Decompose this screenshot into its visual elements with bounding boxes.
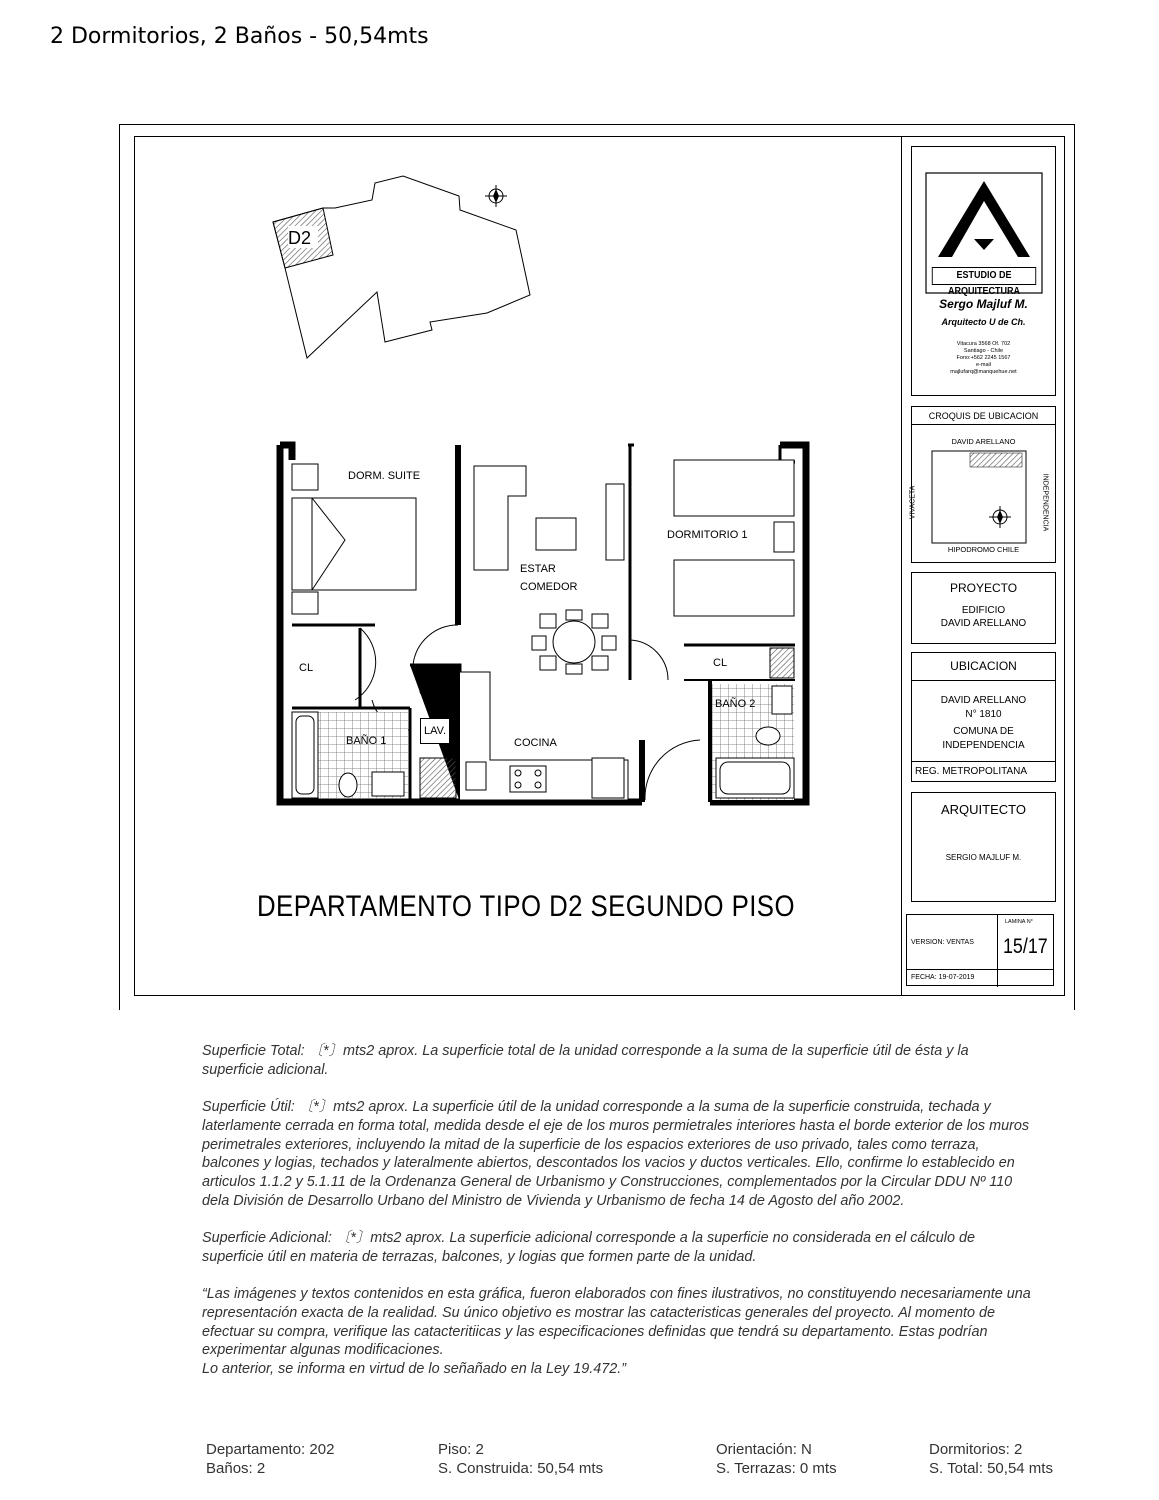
room-label-closet-suite: CL <box>299 662 314 674</box>
footer-dormitorios: Dormitorios: 2 <box>929 1441 1023 1458</box>
footer-orientacion: Orientación: N <box>716 1441 812 1458</box>
north-arrow-icon <box>485 185 507 207</box>
note-superficie-total: Superficie Total: 〔*〕mts2 aprox. La superficie total de la unidad corresponde a la suma de la superficie útil de ésta y la superficie adicional. <box>202 1043 969 1078</box>
footer-banos: Baños: 2 <box>206 1460 266 1477</box>
location-sketch-title: CROQUIS DE UBICACION <box>912 407 1055 425</box>
footer-col-4 <box>929 1440 1053 1478</box>
site-key-plan <box>273 176 530 358</box>
footer-piso: Piso: 2 <box>438 1441 484 1458</box>
version-label: VERSION: VENTAS <box>911 939 974 946</box>
location-sketch-box <box>911 406 1056 563</box>
studio-name: ESTUDIO DE ARQUITECTURA <box>932 267 1036 285</box>
location-line-3: COMUNA DE <box>953 726 1014 737</box>
region-label: REG. METROPOLITANA <box>912 761 1055 782</box>
room-label-dorm-suite: DORM. SUITE <box>348 470 421 482</box>
project-box <box>911 572 1056 644</box>
room-label-dormitorio-1: DORMITORIO 1 <box>667 529 748 541</box>
location-box <box>911 652 1056 782</box>
street-top-label: DAVID ARELLANO <box>951 437 1016 446</box>
room-label-closet-dorm1: CL <box>713 657 728 669</box>
location-line-2: N° 1810 <box>965 709 1002 720</box>
footer-s-construida: S. Construida: 50,54 mts <box>438 1460 604 1477</box>
project-label: PROYECTO <box>949 581 1018 595</box>
room-label-bano-1: BAÑO 1 <box>346 735 387 747</box>
location-line-1: DAVID ARELLANO <box>940 695 1027 706</box>
footer-col-1 <box>206 1440 334 1478</box>
sheet-number: 15/17 <box>1003 935 1048 958</box>
architect-name: SERGIO MAJLUF M. <box>945 853 1022 862</box>
architect-degree: Arquitecto U de Ch. <box>941 317 1026 327</box>
street-left-label: VIVACETA <box>909 485 917 520</box>
note-disclaimer: “Las imágenes y textos contenidos en esta gráfica, fueron elaborados con fines ilustrativos, no constituyendo necesariamente una representación exacta de la realidad. Su único objetivo es mostrar las catacteristicas generales del proyecto. Al momento de efectuar su compra, verifique las catacteritiicas y las especificaciones definidas que tendrá su departamento. Estas podrían experimentar algunas modificaciones. <box>202 1286 1031 1359</box>
room-label-bano-2: BAÑO 2 <box>715 698 756 710</box>
studio-address: Vitacura 3568 Of. 702 Santiago - Chile Fono:+562 2245 1567 e-mail majlufarq@manquehue.net <box>950 341 1017 375</box>
architect-signature: Sergo Majluf M. <box>939 297 1028 311</box>
footer-col-3 <box>716 1440 837 1478</box>
street-bottom-label: HIPODROMO CHILE <box>947 545 1020 554</box>
street-right-label: INDEPENDENCIA <box>1041 473 1049 532</box>
footer-s-total: S. Total: 50,54 mts <box>929 1460 1053 1477</box>
room-label-lavadero: LAV. <box>420 718 450 744</box>
studio-logo-box <box>911 146 1056 396</box>
architect-label: ARQUITECTO <box>941 802 1026 817</box>
note-superficie-adicional: Superficie Adicional: 〔*〕mts2 aprox. La superficie adicional corresponde a la superficie no considerada en el cálculo de superficie útil en materia de terrazas, balcones, y logias que formen parte de la unidad. <box>202 1230 975 1265</box>
room-label-estar: ESTAR <box>520 563 556 575</box>
page-title: 2 Dormitorios, 2 Baños - 50,54mts <box>50 24 429 49</box>
room-label-closet-hall: CL <box>419 686 434 698</box>
date-label: FECHA: 19-07-2019 <box>907 969 1053 986</box>
project-line-2: DAVID ARELLANO <box>940 618 1027 629</box>
project-line-1: EDIFICIO <box>961 605 1006 616</box>
footer-departamento: Departamento: 202 <box>206 1441 335 1458</box>
room-label-cocina: COCINA <box>514 737 557 749</box>
legal-notes <box>202 1042 1032 1397</box>
footer-s-terrazas: S. Terrazas: 0 mts <box>716 1460 837 1477</box>
sheet-info-box <box>906 914 1054 986</box>
note-superficie-util: Superficie Útil: 〔*〕mts2 aprox. La superficie útil de la unidad corresponde a la suma de la superficie construida, techada y laterlamente cerrada en forma total, medida desde el eje de los muros permietrales interiores hasta el borde exterior de los muros perimetrales exteriores, incluyendo la mitad de la superficie de los espacios exteriores de uso privado, tales como terraza, balcones y logias, techados y lateralmente abiertos, descontados los vacios y ductos verticales. Ello, confirme lo establecido en articulos 1.1.2 y 5.1.11 de la Ordenanza General de Urbanismo y Construcciones, complementados por la Circular DDU Nº 110 dela División de Desarrollo Urbano del Ministro de Vivienda y Urbanismo de fecha 14 de Agosto del año 2002. <box>202 1099 1030 1209</box>
room-label-comedor: COMEDOR <box>520 581 578 593</box>
location-sketch-drawing <box>912 407 1057 564</box>
site-unit-label: D2 <box>288 228 312 248</box>
note-law-reference: Lo anterior, se informa en virtud de lo señañado en la Ley 19.472.” <box>202 1360 627 1377</box>
location-label: UBICACION <box>912 653 1055 681</box>
location-line-4: INDEPENDENCIA <box>942 740 1025 751</box>
plan-title: DEPARTAMENTO TIPO D2 SEGUNDO PISO <box>257 890 795 923</box>
compass-icon <box>989 506 1011 528</box>
sheet-number-label: LAMINA N° <box>1005 919 1033 925</box>
footer-col-2 <box>438 1440 603 1478</box>
architect-box <box>911 792 1056 902</box>
